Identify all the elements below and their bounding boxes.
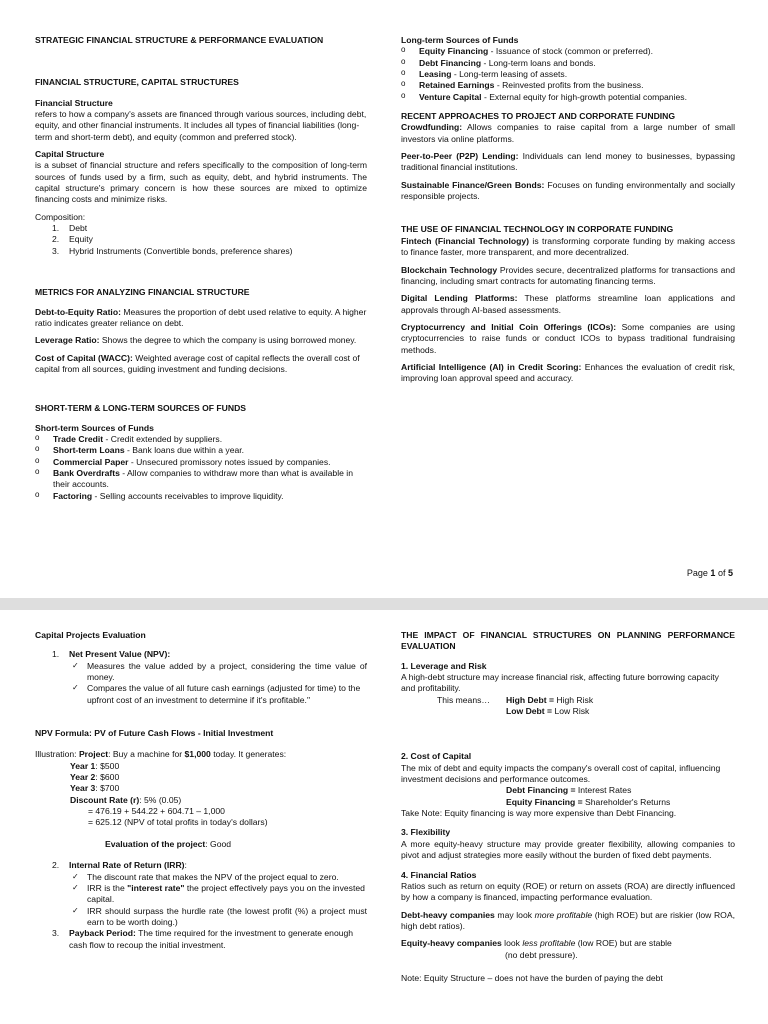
equity-heavy-text: Equity-heavy companies look less profitable (low ROE) but are stable <box>401 938 672 949</box>
project-evaluation: Evaluation of the project: Good <box>105 838 232 849</box>
list-item: ✓ Measures the value added by a project, considering the time value of money. <box>35 661 367 684</box>
metric-item: Cost of Capital (WACC): Weighted average cost of capital reflects the overall cost of capital from all sources, guiding investment and funding decisions. <box>35 352 360 374</box>
list-item: o Debt Financing - Long-term loans and bonds. <box>401 58 735 69</box>
take-note: Take Note: Equity financing is way more expensive than Debt Financing. <box>401 808 677 819</box>
equity-heavy-text-2: (no debt pressure). <box>505 949 578 960</box>
illustration: Illustration: Project: Buy a machine for $1,000 today. It generates: <box>35 749 287 760</box>
long-term-title: Long-term Sources of Funds <box>401 35 519 45</box>
leverage-means: This means… High Debt = High Risk <box>437 694 594 705</box>
recent-item: Peer-to-Peer (P2P) Lending: Individuals can lend money to businesses, bypassing traditional financial institutions. <box>401 151 735 173</box>
list-item: ✓ IRR should surpass the hurdle rate (the lowest profit (%) a project must earn to be worth doing.) <box>35 906 367 929</box>
list-item: ✓ IRR is the "interest rate" the project effectively pays you on the invested capital. <box>35 883 367 906</box>
list-item: o Short-term Loans - Bank loans due within a year. <box>35 445 367 456</box>
page1-left-column <box>35 35 367 502</box>
section-heading-financial-structure: FINANCIAL STRUCTURE, CAPITAL STRUCTURES <box>35 77 239 88</box>
page1-right-column <box>401 35 735 385</box>
composition-list <box>35 223 367 257</box>
equity-structure-note: Note: Equity Structure – does not have the burden of paying the debt <box>401 972 663 983</box>
list-item: o Venture Capital - External equity for high-growth potential companies. <box>401 92 735 103</box>
list-item: o Equity Financing - Issuance of stock (common or preferred). <box>401 46 735 57</box>
financial-ratios-text: Ratios such as return on equity (ROE) or return on assets (ROA) are directly influenced by how a company is financed, impacting performance evaluation. <box>401 880 735 903</box>
irr-points <box>35 872 367 929</box>
section-heading-sources: SHORT-TERM & LONG-TERM SOURCES OF FUNDS <box>35 403 247 414</box>
long-term-list <box>401 46 735 103</box>
metric-item: Debt-to-Equity Ratio: Measures the proportion of debt used relative to equity. A higher ratio indicates greater reliance on debt. <box>35 306 367 328</box>
npv-calculation: = 625.12 (NPV of total profits in today's dollars) <box>88 817 268 828</box>
leverage-risk-title: 1. Leverage and Risk <box>401 660 487 671</box>
recent-item: Crowdfunding: Allows companies to raise capital from a large number of small investors via online platforms. <box>401 122 735 144</box>
document-title: STRATEGIC FINANCIAL STRUCTURE & PERFORMANCE EVALUATION <box>35 35 324 45</box>
short-term-title: Short-term Sources of Funds <box>35 422 154 433</box>
irr-item: 2. Internal Rate of Return (IRR): <box>52 860 187 871</box>
fintech-item: Blockchain Technology Provides secure, decentralized platforms for transactions and financing, including smart contracts for automating financing terms. <box>401 264 735 286</box>
flexibility-text: A more equity-heavy structure may provide greater flexibility, allowing companies to pivot and adjust strategies more easily without the burden of fixed debt payments. <box>401 838 735 861</box>
financial-structure-text: refers to how a company's assets are financed through various sources, including debt, equity, and other financial instruments. It includes all types of financial liabilities (long-term and short-term debt), and equity (common and preferred stock). <box>35 109 367 142</box>
capital-structure-text: is a subset of financial structure and refers specifically to the composition of long-term sources of funds used by a firm, such as equity, debt, and hybrid instruments. The capital structure's primary concern is how these sources are mixed to optimize financing costs and minimize risks. <box>35 160 367 205</box>
year-row: Year 3: $700 <box>70 783 120 794</box>
short-term-list <box>35 434 367 502</box>
debt-financing-line: Debt Financing = Interest Rates <box>506 785 632 796</box>
npv-points <box>35 661 367 706</box>
section-heading-impact: THE IMPACT OF FINANCIAL STRUCTURES ON PLANNING PERFORMANCE EVALUATION <box>401 630 735 652</box>
recent-item: Sustainable Finance/Green Bonds: Focuses on funding environmentally and socially responsible projects. <box>401 179 735 202</box>
list-item: o Trade Credit - Credit extended by suppliers. <box>35 434 367 445</box>
year-row: Year 2: $600 <box>70 772 120 783</box>
fintech-item: Artificial Intelligence (AI) in Credit Scoring: Enhances the evaluation of credit risk, improving loan approval speed and accuracy. <box>401 361 735 384</box>
list-item: 2. Equity <box>52 234 93 245</box>
list-item: 3. Hybrid Instruments (Convertible bonds, preference shares) <box>52 245 293 256</box>
leverage-risk-text: A high-debt structure may increase financial risk, affecting future borrowing capacity and profitability. <box>401 672 719 694</box>
fintech-item: Digital Lending Platforms: These platforms streamline loan applications and approvals through AI-based assessments. <box>401 293 736 315</box>
capital-structure-title: Capital Structure <box>35 149 105 160</box>
page-number-footer: Page 1 of 5 <box>686 568 733 578</box>
cost-of-capital-title: 2. Cost of Capital <box>401 751 472 762</box>
page2-left-column <box>35 630 367 951</box>
debt-heavy-text: Debt-heavy companies may look more profitable (high ROE) but are riskier (low ROA, high debt ratios). <box>401 909 735 931</box>
equity-financing-line: Equity Financing = Shareholder's Returns <box>506 796 671 807</box>
list-item: o Retained Earnings - Reinvested profits from the business. <box>401 80 735 91</box>
section-heading-recent-approaches: RECENT APPROACHES TO PROJECT AND CORPORATE FUNDING <box>401 111 676 122</box>
leverage-low-debt: Low Debt = Low Risk <box>506 706 590 717</box>
document-page-2 <box>0 610 768 1024</box>
discount-rate: Discount Rate (r): 5% (0.05) <box>70 794 182 805</box>
section-heading-fintech: THE USE OF FINANCIAL TECHNOLOGY IN CORPORATE FUNDING <box>401 224 674 235</box>
metric-item: Leverage Ratio: Shows the degree to which the company is using borrowed money. <box>35 335 357 346</box>
npv-calculation: = 476.19 + 544.22 + 604.71 – 1,000 <box>88 806 225 817</box>
section-heading-metrics: METRICS FOR ANALYZING FINANCIAL STRUCTURE <box>35 287 250 298</box>
financial-ratios-title: 4. Financial Ratios <box>401 869 477 880</box>
fintech-item: Cryptocurrency and Initial Coin Offerings (ICOs): Some companies are using cryptocurrencies to raise funds or conduct ICOs to bypass traditional fundraising methods. <box>401 321 735 355</box>
list-item: o Leasing - Long-term leasing of assets. <box>401 69 735 80</box>
npv-item: 1. Net Present Value (NPV): <box>52 649 171 660</box>
payback-item: 3. Payback Period: The time required for the investment to generate enough cash flow to recoup the initial investment. <box>52 928 354 950</box>
npv-formula: NPV Formula: PV of Future Cash Flows - Initial Investment <box>35 728 274 739</box>
year-row: Year 1: $500 <box>70 760 120 771</box>
flexibility-title: 3. Flexibility <box>401 827 451 838</box>
financial-structure-title: Financial Structure <box>35 97 113 108</box>
list-item: o Factoring - Selling accounts receivables to improve liquidity. <box>35 491 367 502</box>
list-item: o Commercial Paper - Unsecured promissory notes issued by companies. <box>35 457 367 468</box>
page2-right-column <box>401 630 735 984</box>
list-item: ✓ The discount rate that makes the NPV of the project equal to zero. <box>35 872 367 883</box>
list-item: 1. Debt <box>52 223 88 234</box>
list-item: ✓ Compares the value of all future cash earnings (adjusted for time) to the upfront cost of an investment to determine if it's profitable." <box>35 683 367 706</box>
fintech-item: Fintech (Financial Technology) is transforming corporate funding by making access to finance faster, more transparent, and more decentralized. <box>401 235 735 258</box>
cost-of-capital-text: The mix of debt and equity impacts the company's overall cost of capital, influencing investment decisions and performance outcomes. <box>401 762 721 785</box>
list-item: o Bank Overdrafts - Allow companies to withdraw more than what is available in their accounts. <box>35 468 367 491</box>
capital-projects-title: Capital Projects Evaluation <box>35 630 146 640</box>
composition-label: Composition: <box>35 211 86 222</box>
